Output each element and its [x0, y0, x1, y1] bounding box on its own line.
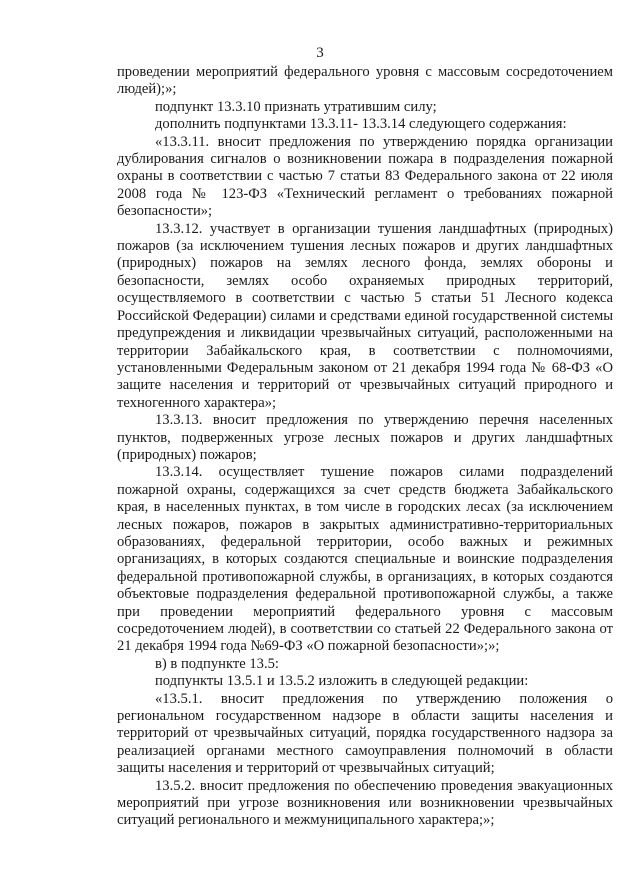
page-number: 3 — [316, 45, 324, 61]
paragraph-13-5-2: 13.5.2. вносит предложения по обеспечению проведения эвакуационных мероприятий при угрозе возникновения или возникновении чрезвычайных ситуаций регионального и межмуниципального характера;»; — [117, 777, 613, 829]
paragraph-subpoint-13-5-intro: в) в подпункте 13.5: — [155, 655, 279, 672]
paragraph-13-3-14: 13.3.14. осуществляет тушение пожаров силами подразделений пожарной охраны, содержащихся за счет средств бюджета Забайкальского края, в населенных пунктах, в том числе в городских лесах (за исключением лесных пожаров, пожаров в закрытых административно-территориальных образованиях, федеральной территории, особо важных и режимных организациях, в которых создаются специальные и воинские подразделения федеральной противопожарной службы, в организациях, в которых создаются объектовые подразделения федеральной противопожарной службы, а также при проведении мероприятий федерального уровня с массовым сосредоточением людей), в соответствии со статьей 22 Федерального закона от 21 декабря 1994 года №69-ФЗ «О пожарной безопасности»;»; — [117, 464, 613, 655]
paragraph-subpoint-13-3-10: подпункт 13.3.10 признать утратившим силу; — [155, 98, 437, 115]
paragraph-13-5-1: «13.5.1. вносит предложения по утверждению положения о региональном государственном надзоре в области защиты населения и территорий от чрезвычайных ситуаций, порядка государственного надзора за реализацией органами местного самоуправления полномочий в области защиты населения и территорий от чрезвычайных ситуаций; — [117, 690, 613, 777]
paragraph-13-3-11: «13.3.11. вносит предложения по утверждению порядка организации дублирования сигналов о возникновении пожара в подразделения пожарной охраны в соответствии с частью 7 статьи 83 Федерального закона от 22 июля 2008 года № 123-ФЗ «Технический регламент о требованиях пожарной безопасности»; — [117, 133, 613, 220]
paragraph-13-3-13: 13.3.13. вносит предложения по утверждению перечня населенных пунктов, подверженных угрозе лесных пожаров и других ландшафтных (природных) пожаров; — [117, 412, 613, 463]
paragraph-13-5-redaction-intro: подпункты 13.5.1 и 13.5.2 изложить в следующей редакции: — [155, 673, 529, 690]
paragraph-amend-intro: дополнить подпунктами 13.3.11- 13.3.14 следующего содержания: — [155, 116, 567, 133]
paragraph-continuation: проведении мероприятий федерального уровня с массовым сосредоточением людей);»; — [117, 64, 613, 98]
paragraph-13-3-12: 13.3.12. участвует в организации тушения ландшафтных (природных) пожаров (за исключением тушения лесных пожаров и других ландшафтных (природных) пожаров на землях лесного фонда, землях обороны и безопасности, землях особо охраняемых природных территорий, осуществляемого в соответствии с частью 5 статьи 51 Лесного кодекса Российской Федерации) силами и средствами единой государственной системы предупреждения и ликвидации чрезвычайных ситуаций, расположенными на территории Забайкальского края, в соответствии с полномочиями, установленными Федеральным законом от 21 декабря 1994 года № 68-ФЗ «О защите населения и территорий от чрезвычайных ситуаций природного и техногенного характера»; — [117, 220, 613, 411]
document-body — [117, 64, 613, 830]
